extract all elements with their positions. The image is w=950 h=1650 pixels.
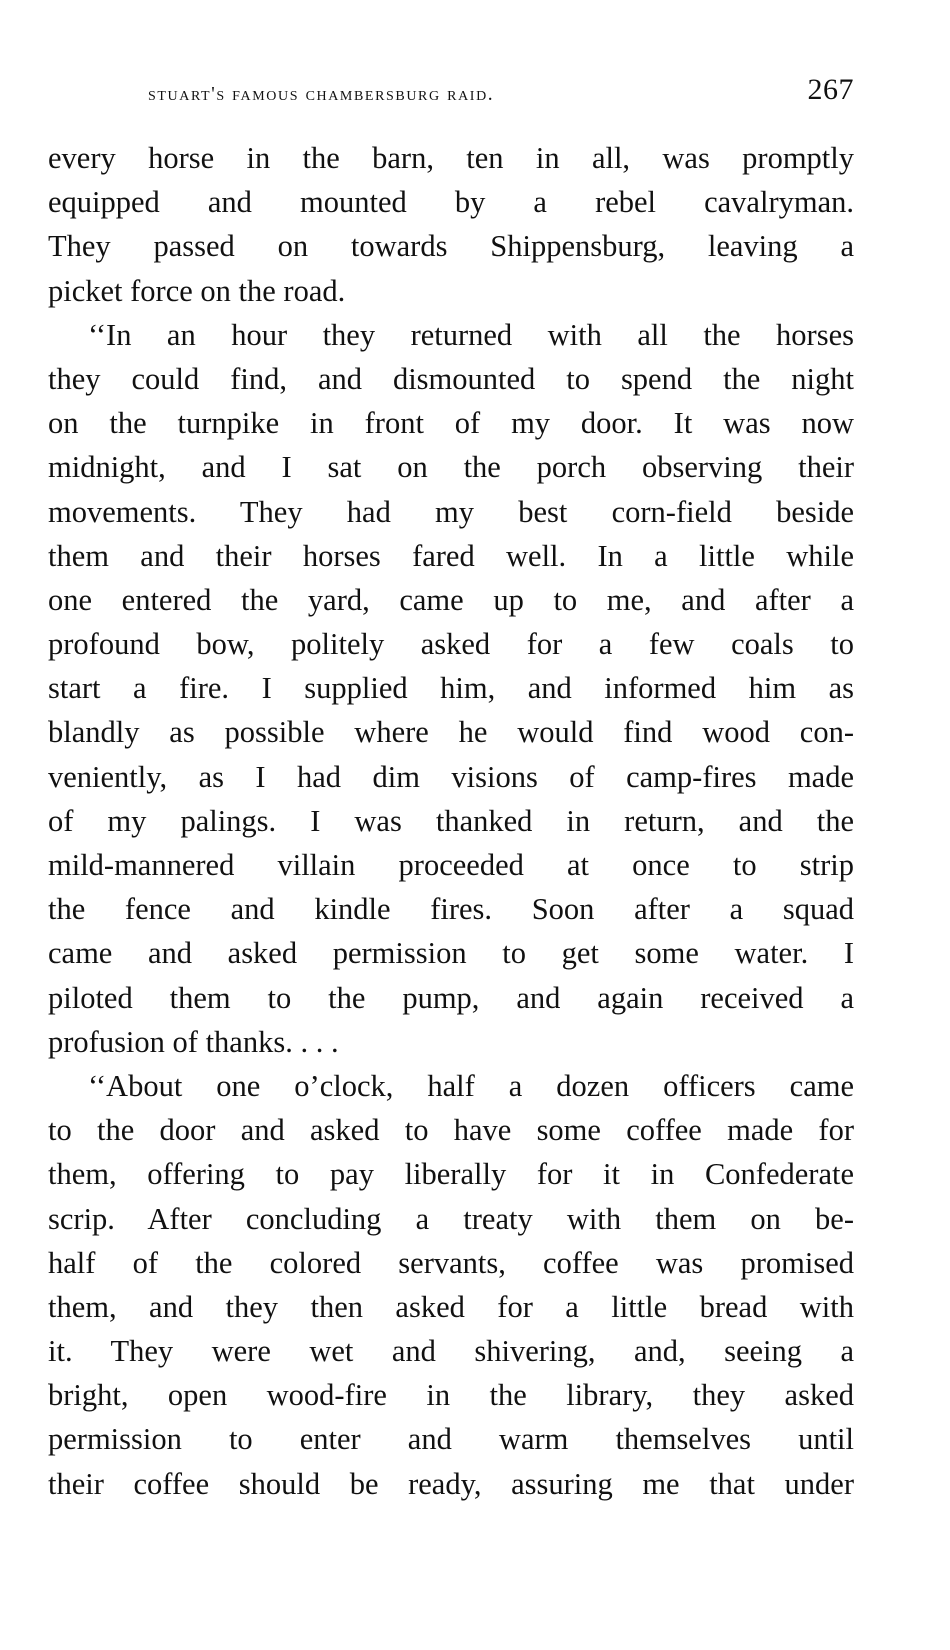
text-line: veniently, as I had dim visions of camp-fires made: [48, 759, 854, 794]
text-line: blandly as possible where he would find wood con-: [48, 715, 854, 750]
page-number: 267: [807, 73, 854, 106]
paragraph: [48, 1064, 854, 1506]
text-line: ‘‘About one o’clock, half a dozen officers came: [88, 1068, 854, 1103]
text-line: bright, open wood-fire in the library, they asked: [48, 1378, 854, 1413]
text-line: equipped and mounted by a rebel cavalryman.: [48, 185, 854, 220]
text-line: half of the colored servants, coffee was promised: [48, 1245, 854, 1280]
body-text: [48, 136, 854, 1506]
text-line: came and asked permission to get some water. I: [48, 936, 854, 971]
text-line: piloted them to the pump, and again received a: [48, 980, 854, 1015]
text-line: They passed on towards Shippensburg, leaving a: [48, 229, 854, 264]
text-line: one entered the yard, came up to me, and after a: [48, 582, 854, 617]
text-line: to the door and asked to have some coffee made for: [48, 1113, 854, 1148]
text-line: profound bow, politely asked for a few coals to: [48, 627, 854, 662]
book-page: [48, 70, 854, 1506]
text-line: permission to enter and warm themselves until: [48, 1422, 854, 1457]
text-line: midnight, and I sat on the porch observing their: [48, 450, 854, 485]
text-line: profusion of thanks. . . .: [48, 1024, 339, 1059]
paragraph: [48, 136, 854, 313]
text-line: they could find, and dismounted to spend the night: [48, 361, 854, 396]
text-line: scrip. After concluding a treaty with them on be-: [48, 1201, 854, 1236]
page-header: [48, 70, 854, 116]
text-line: them, offering to pay liberally for it in Confederate: [48, 1157, 854, 1192]
text-line: of my palings. I was thanked in return, and the: [48, 803, 854, 838]
text-line: them, and they then asked for a little bread with: [48, 1289, 854, 1324]
text-line: their coffee should be ready, assuring me that under: [48, 1466, 854, 1501]
text-line: movements. They had my best corn-field beside: [48, 494, 854, 529]
text-line: picket force on the road.: [48, 273, 346, 308]
text-line: every horse in the barn, ten in all, was promptly: [48, 141, 854, 175]
text-line: ‘‘In an hour they returned with all the horses: [88, 317, 854, 352]
text-line: them and their horses fared well. In a little while: [48, 538, 854, 573]
running-title: stuart's famous chambersburg raid.: [148, 84, 495, 105]
paragraph: [48, 313, 854, 1064]
text-line: it. They were wet and shivering, and, seeing a: [48, 1334, 854, 1369]
text-line: mild-mannered villain proceeded at once to strip: [48, 848, 854, 882]
text-line: start a fire. I supplied him, and informed him as: [48, 671, 854, 706]
text-line: the fence and kindle fires. Soon after a squad: [48, 892, 854, 927]
text-line: on the turnpike in front of my door. It was now: [48, 406, 854, 441]
